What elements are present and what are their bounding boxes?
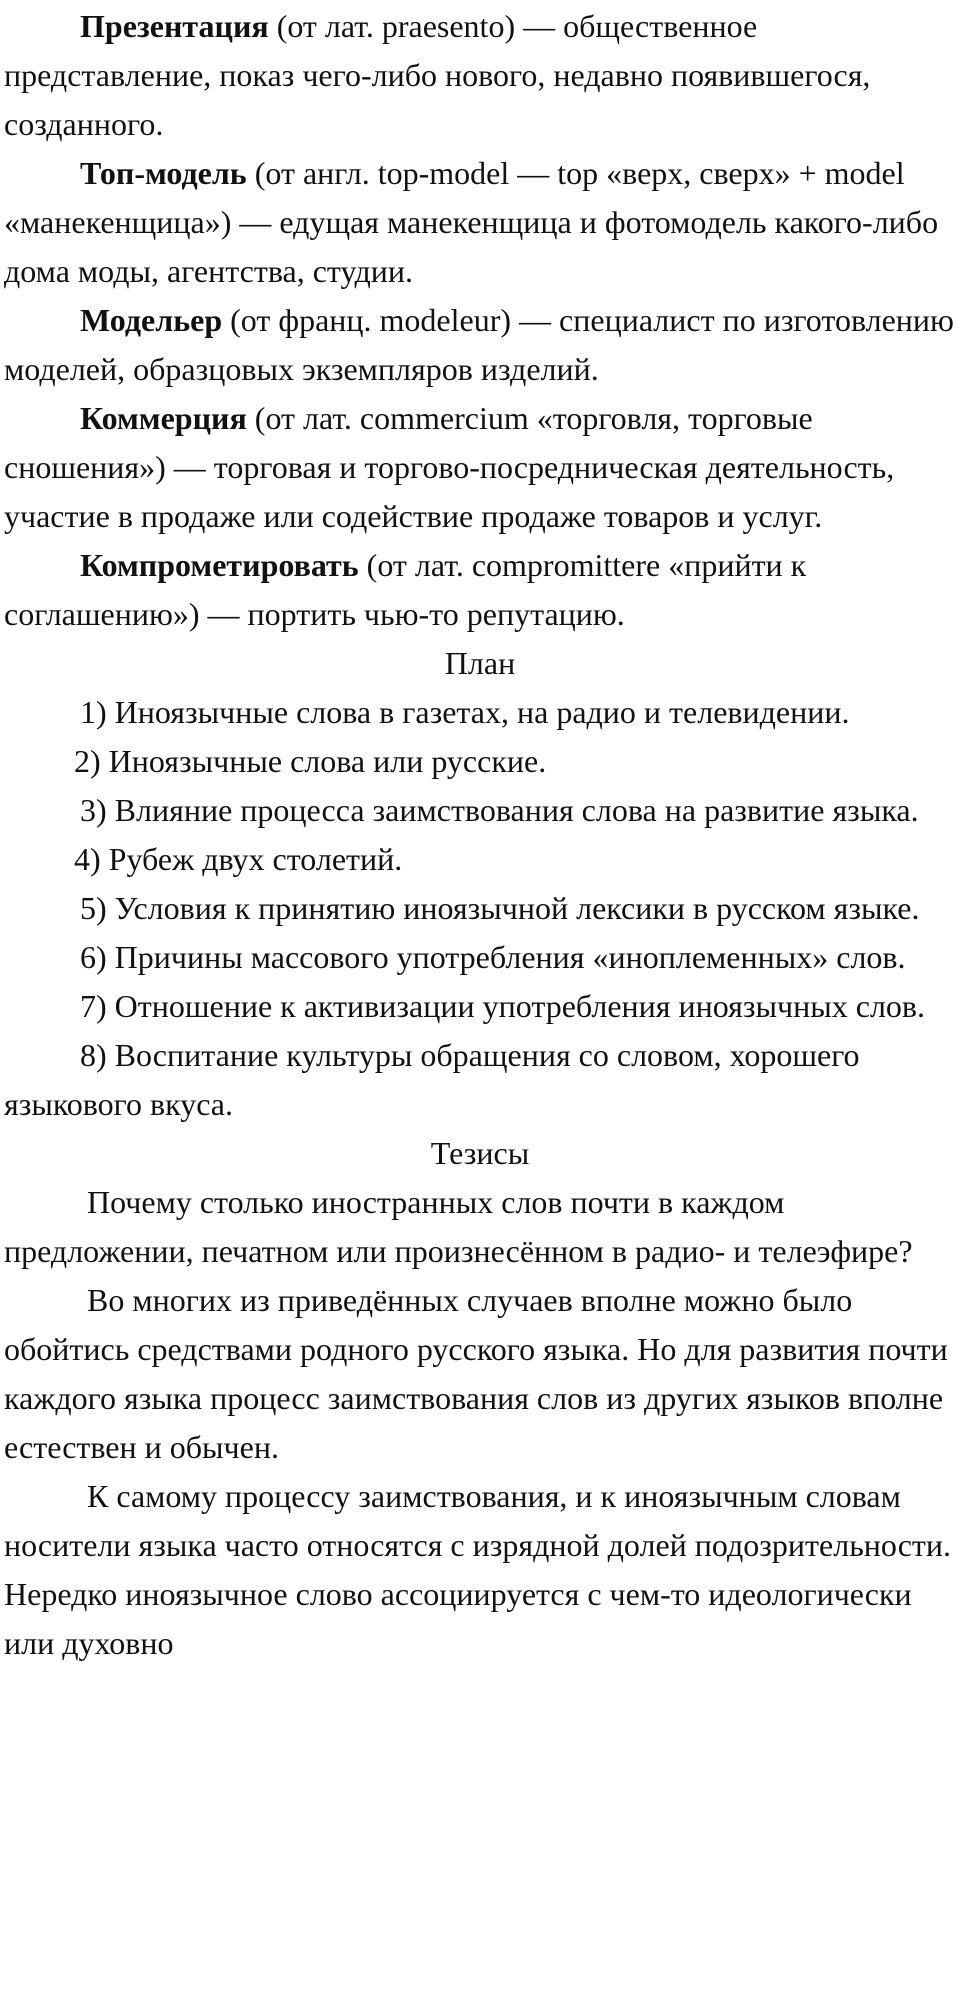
definition-term: Модельер (80, 302, 223, 338)
thesis-paragraph: Во многих из приведённых случаев вполне можно было обойтись средствами родного русского языка. Но для развития почти каждого языка процесс заимствования слов из других языков вполне естествен и обычен. (4, 1282, 948, 1465)
definition-text: (от франц. modeleur) — специалист по изготовлению моделей, образцовых экземпляров изделий. (4, 302, 954, 387)
plan-item: 8) Воспитание культуры обращения со словом, хорошего языкового вкуса. (4, 1037, 860, 1122)
definition-text: (от лат. praesento) — общественное представление, показ чего-либо нового, недавно появившегося, созданного. (4, 8, 871, 142)
definition-term: Коммерция (80, 400, 247, 436)
definition-text: (от лат. compromittere «прийти к соглашению») — портить чью-то репутацию. (4, 547, 807, 632)
plan-item: 6) Причины массового употребления «иноплеменных» слов. (80, 939, 906, 975)
definition-compromise (4, 541, 956, 639)
plan-item: 3) Влияние процесса заимствования слова на развитие языка. (80, 792, 919, 828)
definition-term: Топ-модель (80, 155, 247, 191)
plan-item: 7) Отношение к активизации употребления иноязычных слов. (80, 988, 926, 1024)
definition-text: (от лат. commercium «торговля, торговые сношения») — торговая и торгово-посредническая деятельность, участие в продаже или содействие продаже товаров и услуг. (4, 400, 895, 534)
thesis-paragraph: К самому процессу заимствования, и к иноязычным словам носители языка часто относятся с изрядной долей подозрительности. Нередко иноязычное слово ассоциируется с чем-то идеологически или духовно (4, 1478, 952, 1661)
definition-modeler (4, 296, 956, 394)
plan-item: 5) Условия к принятию иноязычной лексики в русском языке. (80, 890, 920, 926)
plan-heading: План (444, 645, 516, 681)
definition-top-model (4, 149, 956, 296)
definition-commerce (4, 394, 956, 541)
thesis-paragraph: Почему столько иностранных слов почти в каждом предложении, печатном или произнесённом в радио- и телеэфире? (4, 1184, 913, 1269)
definition-presentation (4, 0, 956, 149)
plan-item: 4) Рубеж двух столетий. (74, 841, 403, 877)
theses-heading: Тезисы (430, 1135, 530, 1171)
plan-item: 2) Иноязычные слова или русские. (74, 743, 547, 779)
definition-text: (от англ. top-model — top «верх, сверх» + model «манекенщица») — едущая манекенщица и фотомодель какого-либо дома моды, агентства, студии. (4, 155, 939, 289)
plan-item: 1) Иноязычные слова в газетах, на радио и телевидении. (80, 694, 850, 730)
document-page (4, 0, 956, 1668)
definition-term: Презентация (80, 8, 269, 44)
definition-term: Компрометировать (80, 547, 359, 583)
